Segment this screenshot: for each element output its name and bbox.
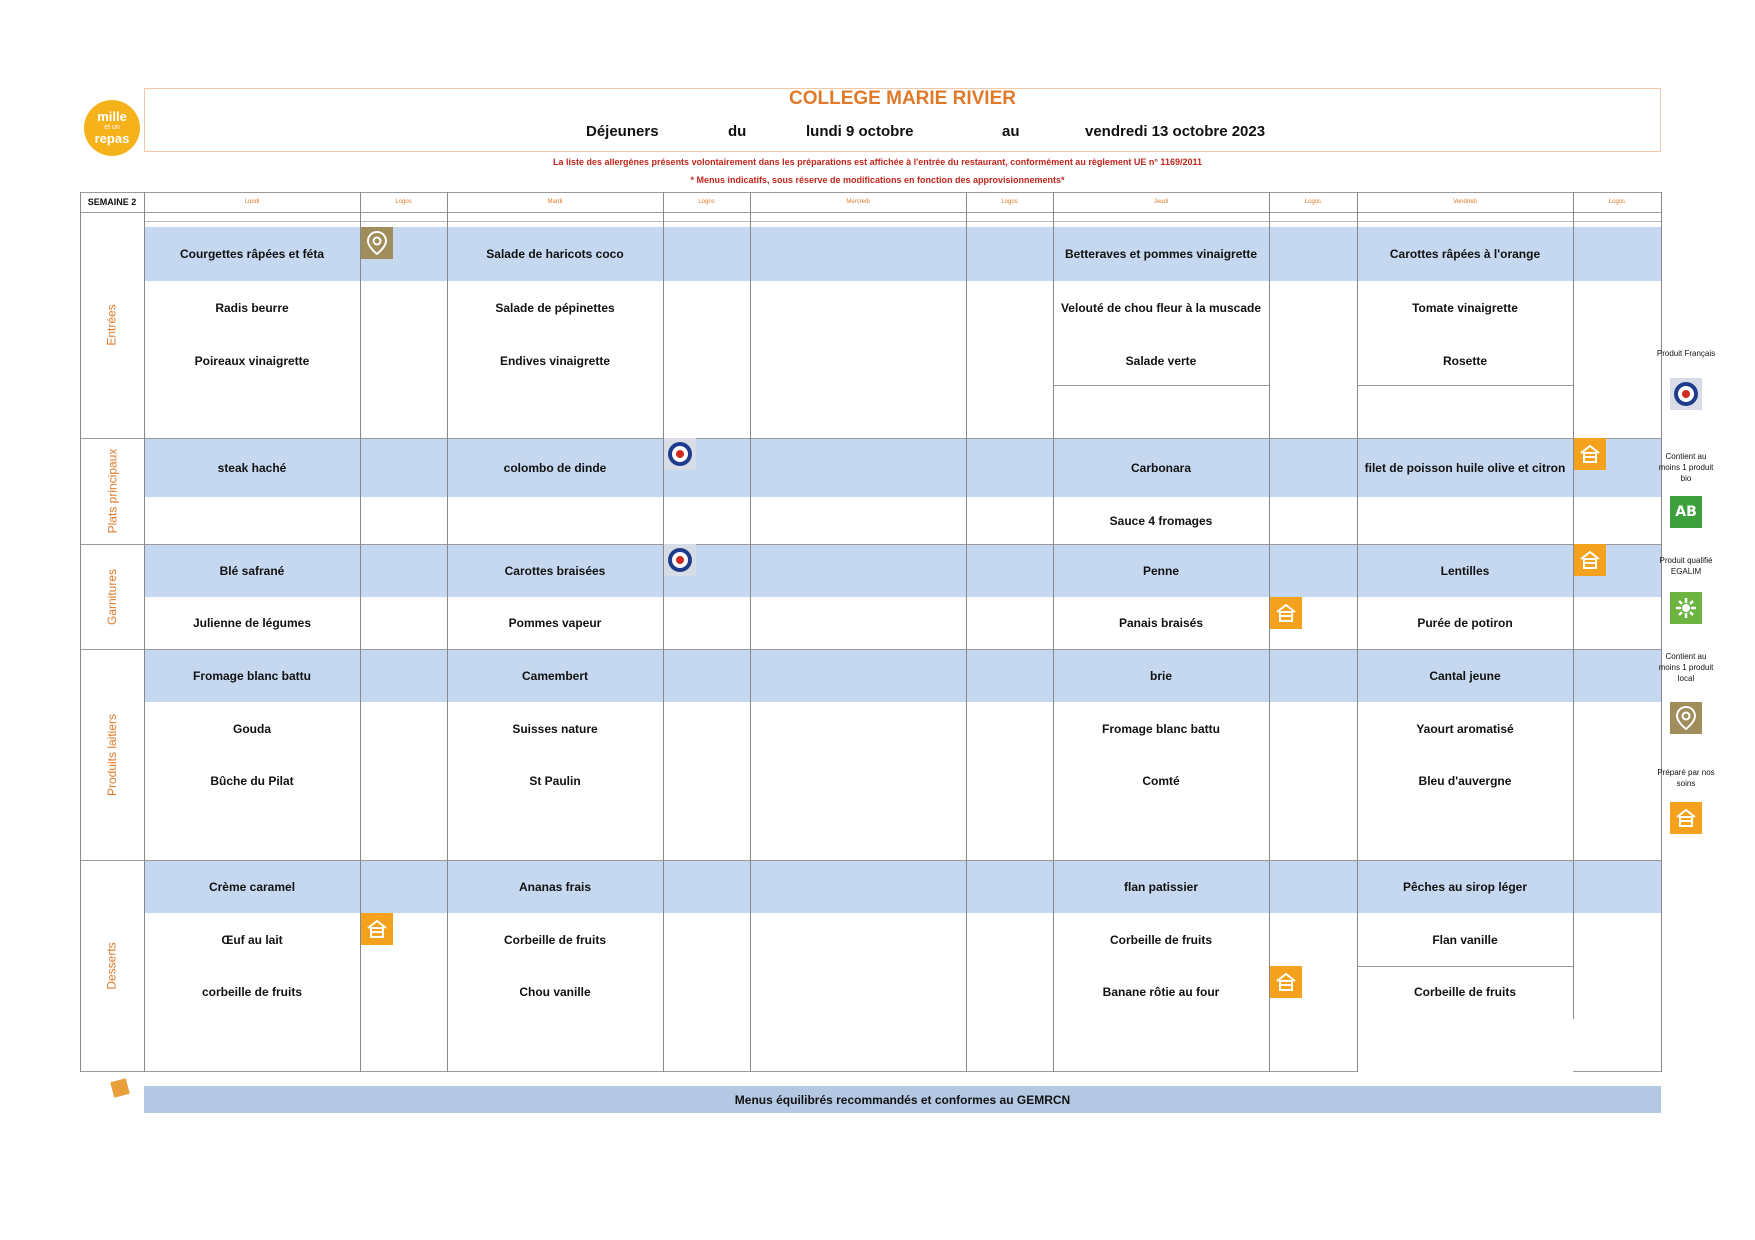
col-logos-3: Logos bbox=[1001, 199, 1018, 205]
menu-cell: Banane rôtie au four bbox=[1102, 985, 1220, 999]
end-date: vendredi 13 octobre 2023 bbox=[1085, 123, 1266, 140]
col-logos-5: Logos bbox=[1608, 199, 1626, 205]
menu-cell: Comté bbox=[1142, 774, 1180, 788]
menu-cell: Corbeille de fruits bbox=[1109, 932, 1213, 947]
menu-cell: Betteraves et pommes vinaigrette bbox=[1064, 247, 1258, 261]
menu-cell: Sauce 4 fromages bbox=[1109, 513, 1213, 528]
border-bottom bbox=[80, 1071, 1357, 1072]
sub-header-line bbox=[144, 221, 1661, 222]
menu-cell: Corbeille de fruits bbox=[503, 932, 607, 947]
menu-cell: Chou vanille bbox=[519, 985, 591, 999]
legend-french-icon bbox=[1670, 378, 1702, 410]
col-jeudi: Jeudi bbox=[1153, 199, 1169, 205]
vline-4 bbox=[663, 192, 664, 1072]
menu-cell: Pêches au sirop léger bbox=[1402, 879, 1528, 894]
french-product-icon bbox=[664, 438, 696, 470]
col-logos-4: Logos bbox=[1304, 199, 1322, 205]
du-label: du bbox=[728, 123, 747, 140]
menu-cell: Salade de haricots coco bbox=[486, 247, 624, 261]
logo-bottom: repas bbox=[94, 131, 130, 146]
homemade-icon bbox=[361, 913, 393, 945]
menu-cell: corbeille de fruits bbox=[201, 985, 303, 999]
menu-cell: Fromage blanc battu bbox=[192, 668, 311, 683]
menu-cell: Yaourt aromatisé bbox=[1416, 721, 1514, 736]
legend-local-icon bbox=[1670, 702, 1702, 734]
legend-bio-icon: AB bbox=[1670, 496, 1702, 528]
section-entrees-label: Entrées bbox=[104, 304, 119, 346]
menu-cell: Gouda bbox=[233, 721, 271, 736]
mille-et-un-repas-logo bbox=[84, 100, 140, 156]
col-lundi: Lundi bbox=[244, 199, 260, 205]
logo-mid: et un bbox=[104, 124, 120, 131]
menu-cell: Purée de potiron bbox=[1417, 616, 1513, 630]
section-entrees bbox=[80, 212, 144, 438]
week-label: SEMAINE 2 bbox=[87, 197, 137, 207]
menu-cell: Carottes râpées à l'orange bbox=[1389, 247, 1541, 261]
start-date: lundi 9 octobre bbox=[806, 123, 914, 140]
decorative-image bbox=[110, 1078, 130, 1098]
menu-cell: steak haché bbox=[217, 460, 287, 475]
section-desserts-label: Desserts bbox=[105, 941, 119, 990]
section-garnitures bbox=[80, 544, 144, 649]
menu-cell: Salade de pépinettes bbox=[495, 300, 615, 315]
col-logos-2: Logos bbox=[698, 199, 715, 205]
legend-homemade-text: Préparé par nos soins bbox=[1657, 768, 1715, 788]
menu-cell: Julienne de légumes bbox=[192, 616, 312, 630]
homemade-icon bbox=[1270, 966, 1302, 998]
menu-cell: Panais braisés bbox=[1118, 616, 1204, 630]
menu-cell: Flan vanille bbox=[1432, 932, 1498, 947]
menu-cell: Cantal jeune bbox=[1429, 668, 1501, 683]
menu-cell: St Paulin bbox=[529, 774, 581, 788]
menu-cell: filet de poisson huile olive et citron bbox=[1364, 460, 1566, 475]
section-desserts bbox=[80, 860, 144, 1071]
menu-notice: * Menus indicatifs, sous réserve de modifications en fonction des approvisionnements* bbox=[690, 175, 1065, 185]
menu-cell: Poireaux vinaigrette bbox=[194, 353, 310, 368]
legend-local-text: Contient au moins 1 produit local bbox=[1658, 652, 1714, 683]
menu-cell: flan patissier bbox=[1123, 879, 1199, 894]
legend-bio-text: Contient au moins 1 produit bio bbox=[1658, 452, 1714, 483]
menu-cell: Salade verte bbox=[1125, 353, 1197, 368]
vline-6 bbox=[966, 192, 967, 1072]
homemade-icon bbox=[1270, 597, 1302, 629]
logo-top: mille bbox=[97, 109, 127, 124]
local-product-icon bbox=[361, 227, 393, 259]
menu-cell: Ananas frais bbox=[518, 879, 592, 894]
col-mercredi: Mercredi bbox=[846, 199, 870, 205]
legend-egalim-text: Produit qualifié EGALIM bbox=[1659, 556, 1713, 576]
legend-french-text: Produit Français bbox=[1656, 349, 1716, 358]
menu-cell: Suisses nature bbox=[512, 721, 598, 736]
menu-cell: Pommes vapeur bbox=[508, 616, 602, 630]
au-label: au bbox=[1002, 123, 1020, 140]
menu-cell: Blé safrané bbox=[219, 563, 285, 578]
header-row-line bbox=[80, 212, 1661, 213]
col-vendredi: Vendredi bbox=[1453, 199, 1477, 205]
footer-bar: Menus équilibrés recommandés et conformes au GEMRCN bbox=[144, 1086, 1661, 1113]
meal-label: Déjeuners bbox=[586, 123, 659, 140]
menu-cell: Lentilles bbox=[1440, 563, 1490, 578]
menu-cell: Radis beurre bbox=[215, 300, 289, 315]
menu-cell: Bleu d'auvergne bbox=[1418, 774, 1512, 788]
vline-8 bbox=[1269, 192, 1270, 1072]
menu-cell: Endives vinaigrette bbox=[499, 353, 611, 368]
menu-cell: Œuf au lait bbox=[221, 932, 283, 947]
menu-table bbox=[80, 192, 1661, 1072]
homemade-icon bbox=[1574, 438, 1606, 470]
page-title: COLLEGE MARIE RIVIER bbox=[789, 88, 1016, 109]
section-garnitures-label: Garnitures bbox=[105, 568, 119, 625]
allergen-notice: La liste des allergènes présents volontairement dans les préparations est affichée à l'entrée du restaurant, conformément au règlement UE n° 1169/2011 bbox=[553, 157, 1202, 167]
homemade-icon bbox=[1574, 544, 1606, 576]
menu-cell: Crème caramel bbox=[208, 879, 296, 894]
vline-11 bbox=[1661, 192, 1662, 1072]
col-logos-1: Logos bbox=[395, 199, 412, 205]
section-plats-label: Plats principaux bbox=[105, 448, 119, 534]
menu-cell: Camembert bbox=[521, 668, 589, 683]
border-bottom-right bbox=[1573, 1071, 1661, 1072]
legend-homemade-icon bbox=[1670, 802, 1702, 834]
menu-cell: Bûche du Pilat bbox=[210, 774, 294, 788]
menu-cell: Fromage blanc battu bbox=[1101, 721, 1220, 736]
menu-cell: Corbeille de fruits bbox=[1413, 985, 1517, 999]
vline-10 bbox=[1573, 192, 1574, 1019]
section-laitiers bbox=[80, 649, 144, 860]
section-laitiers-label: Produits laitiers bbox=[105, 713, 119, 796]
menu-cell: Rosette bbox=[1442, 353, 1487, 368]
menu-cell: Penne bbox=[1142, 563, 1179, 578]
french-product-icon bbox=[664, 544, 696, 576]
menu-cell: Velouté de chou fleur à la muscade bbox=[1060, 300, 1262, 315]
menu-cell: Carottes braisées bbox=[504, 563, 606, 578]
section-plats bbox=[80, 438, 144, 544]
menu-cell: colombo de dinde bbox=[503, 460, 607, 475]
menu-cell: Courgettes râpées et féta bbox=[179, 247, 325, 261]
col-mardi: Mardi bbox=[547, 199, 563, 205]
menu-cell: Tomate vinaigrette bbox=[1412, 300, 1518, 315]
menu-cell: Carbonara bbox=[1130, 460, 1192, 475]
menu-cell: brie bbox=[1149, 668, 1172, 683]
vline-5 bbox=[750, 192, 751, 1072]
legend-egalim-icon bbox=[1670, 592, 1702, 624]
